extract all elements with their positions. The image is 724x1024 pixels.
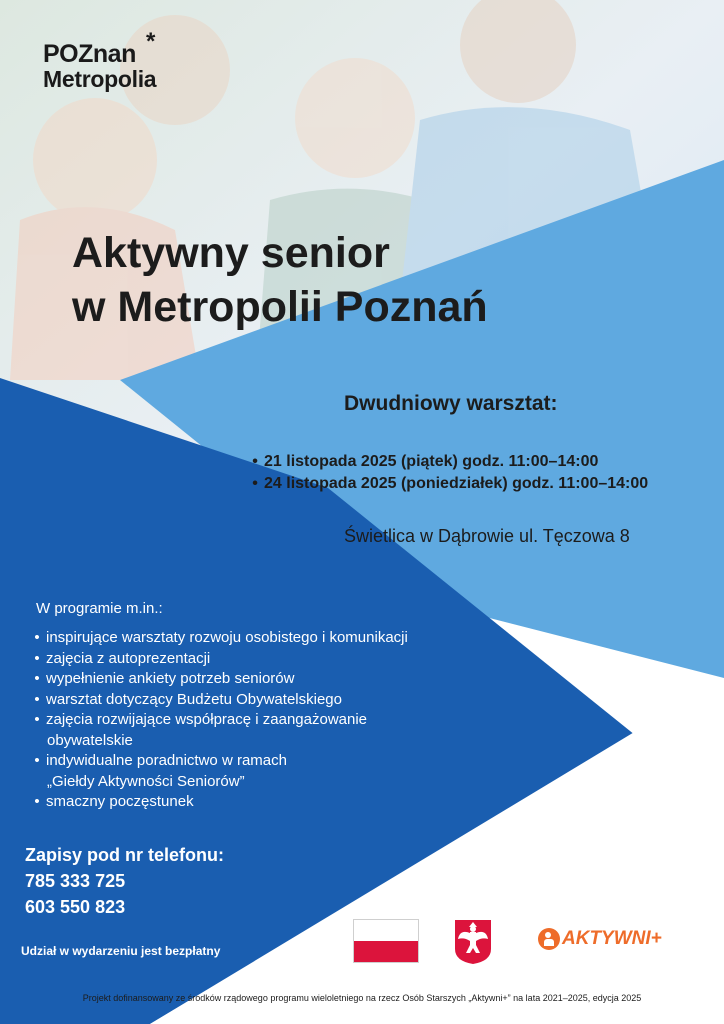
logo-metropolia: Metropolia bbox=[43, 66, 157, 92]
workshop-dates bbox=[246, 451, 648, 495]
title-line-2: w Metropolii Poznań bbox=[72, 283, 488, 331]
list-item-text: • smaczny poczęstunek bbox=[28, 792, 448, 813]
list-item-text: • wypełnienie ankiety potrzeb seniorów bbox=[28, 669, 448, 690]
program-list bbox=[28, 628, 448, 813]
list-item bbox=[28, 710, 448, 751]
page-title bbox=[72, 226, 488, 334]
logo-star-icon: * bbox=[146, 28, 156, 55]
list-item bbox=[28, 649, 448, 670]
signup-block bbox=[25, 842, 224, 920]
phone-number-1: 785 333 725 bbox=[25, 871, 126, 891]
date-item: • 24 listopada 2025 (poniedziałek) godz. 11:00–14:00 bbox=[246, 473, 648, 495]
funding-footer: Projekt dofinansowany ze środków rządowego programu wieloletniego na rzecz Osób Starszych „Aktywni+” na lata 2021–2025, edycja 2025 bbox=[82, 993, 642, 1003]
polish-eagle-emblem-icon bbox=[454, 919, 492, 965]
poland-flag-icon bbox=[353, 919, 419, 963]
workshop-heading: Dwudniowy warsztat: bbox=[344, 392, 558, 415]
logo-poznan: POZnan bbox=[43, 40, 136, 68]
signup-heading: Zapisy pod nr telefonu: bbox=[25, 845, 225, 865]
list-item-text: • warsztat dotyczący Budżetu Obywatelskiego bbox=[28, 690, 448, 711]
workshop-place: Świetlica w Dąbrowie ul. Tęczowa 8 bbox=[344, 526, 630, 546]
list-item-text: • zajęcia z autoprezentacji bbox=[28, 649, 448, 670]
list-item-continuation: obywatelskie bbox=[47, 731, 133, 749]
date-item: • 21 listopada 2025 (piątek) godz. 11:00–14:00 bbox=[246, 451, 648, 473]
list-item bbox=[28, 628, 448, 649]
list-item-continuation: „Giełdy Aktywności Seniorów” bbox=[47, 772, 245, 790]
list-item bbox=[28, 690, 448, 711]
list-item bbox=[28, 669, 448, 690]
list-item bbox=[28, 751, 448, 792]
runner-icon bbox=[538, 928, 560, 950]
list-item-text: • zajęcia rozwijające współpracę i zaangażowanie bbox=[28, 710, 448, 731]
aktywni-logo-text: AKTYWNI+ bbox=[562, 928, 662, 949]
program-heading: W programie m.in.: bbox=[36, 600, 163, 617]
title-line-1: Aktywny senior bbox=[72, 229, 390, 277]
list-item-text: • inspirujące warsztaty rozwoju osobistego i komunikacji bbox=[28, 628, 448, 649]
aktywni-plus-logo-icon bbox=[538, 928, 662, 950]
list-item bbox=[28, 792, 448, 813]
free-entry-note: Udział w wydarzeniu jest bezpłatny bbox=[21, 944, 221, 958]
phone-number-2: 603 550 823 bbox=[25, 897, 126, 917]
list-item-text: • indywidualne poradnictwo w ramach bbox=[28, 751, 448, 772]
